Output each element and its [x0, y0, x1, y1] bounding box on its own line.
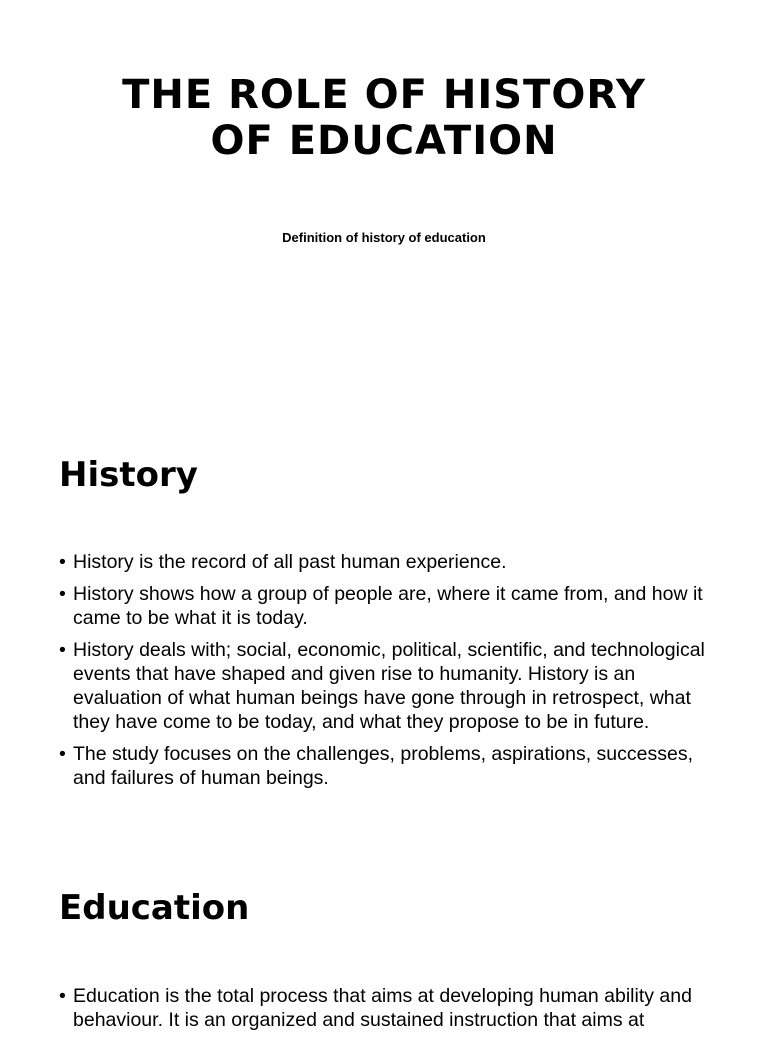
bullet-icon: • — [59, 583, 66, 605]
list-item-text: History is the record of all past human experience. — [73, 551, 507, 573]
list-item-text: The study focuses on the challenges, problems, aspirations, successes, and failures of human beings. — [73, 743, 693, 789]
page-title — [0, 72, 768, 164]
list-item-text: Education is the total process that aims at developing human ability and behaviour. It is an organized and sustained instruction that aims at — [73, 985, 692, 1031]
education-heading: Education — [59, 888, 250, 928]
bullet-icon: • — [59, 985, 66, 1007]
title-line-2: OF EDUCATION — [210, 118, 558, 164]
list-item — [59, 742, 719, 790]
bullet-icon: • — [59, 551, 66, 573]
subtitle: Definition of history of education — [282, 230, 486, 245]
bullet-icon: • — [59, 639, 66, 661]
history-bullet-list — [59, 550, 719, 798]
list-item-text: History shows how a group of people are, where it came from, and how it came to be what it is today. — [73, 583, 703, 629]
list-item — [59, 582, 719, 630]
list-item-text: History deals with; social, economic, political, scientific, and technological events that have shaped and given rise to humanity. History is an evaluation of what human beings have gone through in retrospect, what they have come to be today, and what they propose to be in future. — [73, 639, 705, 733]
bullet-icon: • — [59, 743, 66, 765]
education-bullet-list — [59, 984, 719, 1040]
history-heading: History — [59, 455, 198, 495]
title-line-1: THE ROLE OF HISTORY — [122, 72, 646, 118]
list-item — [59, 550, 719, 574]
list-item — [59, 638, 719, 734]
list-item — [59, 984, 719, 1032]
